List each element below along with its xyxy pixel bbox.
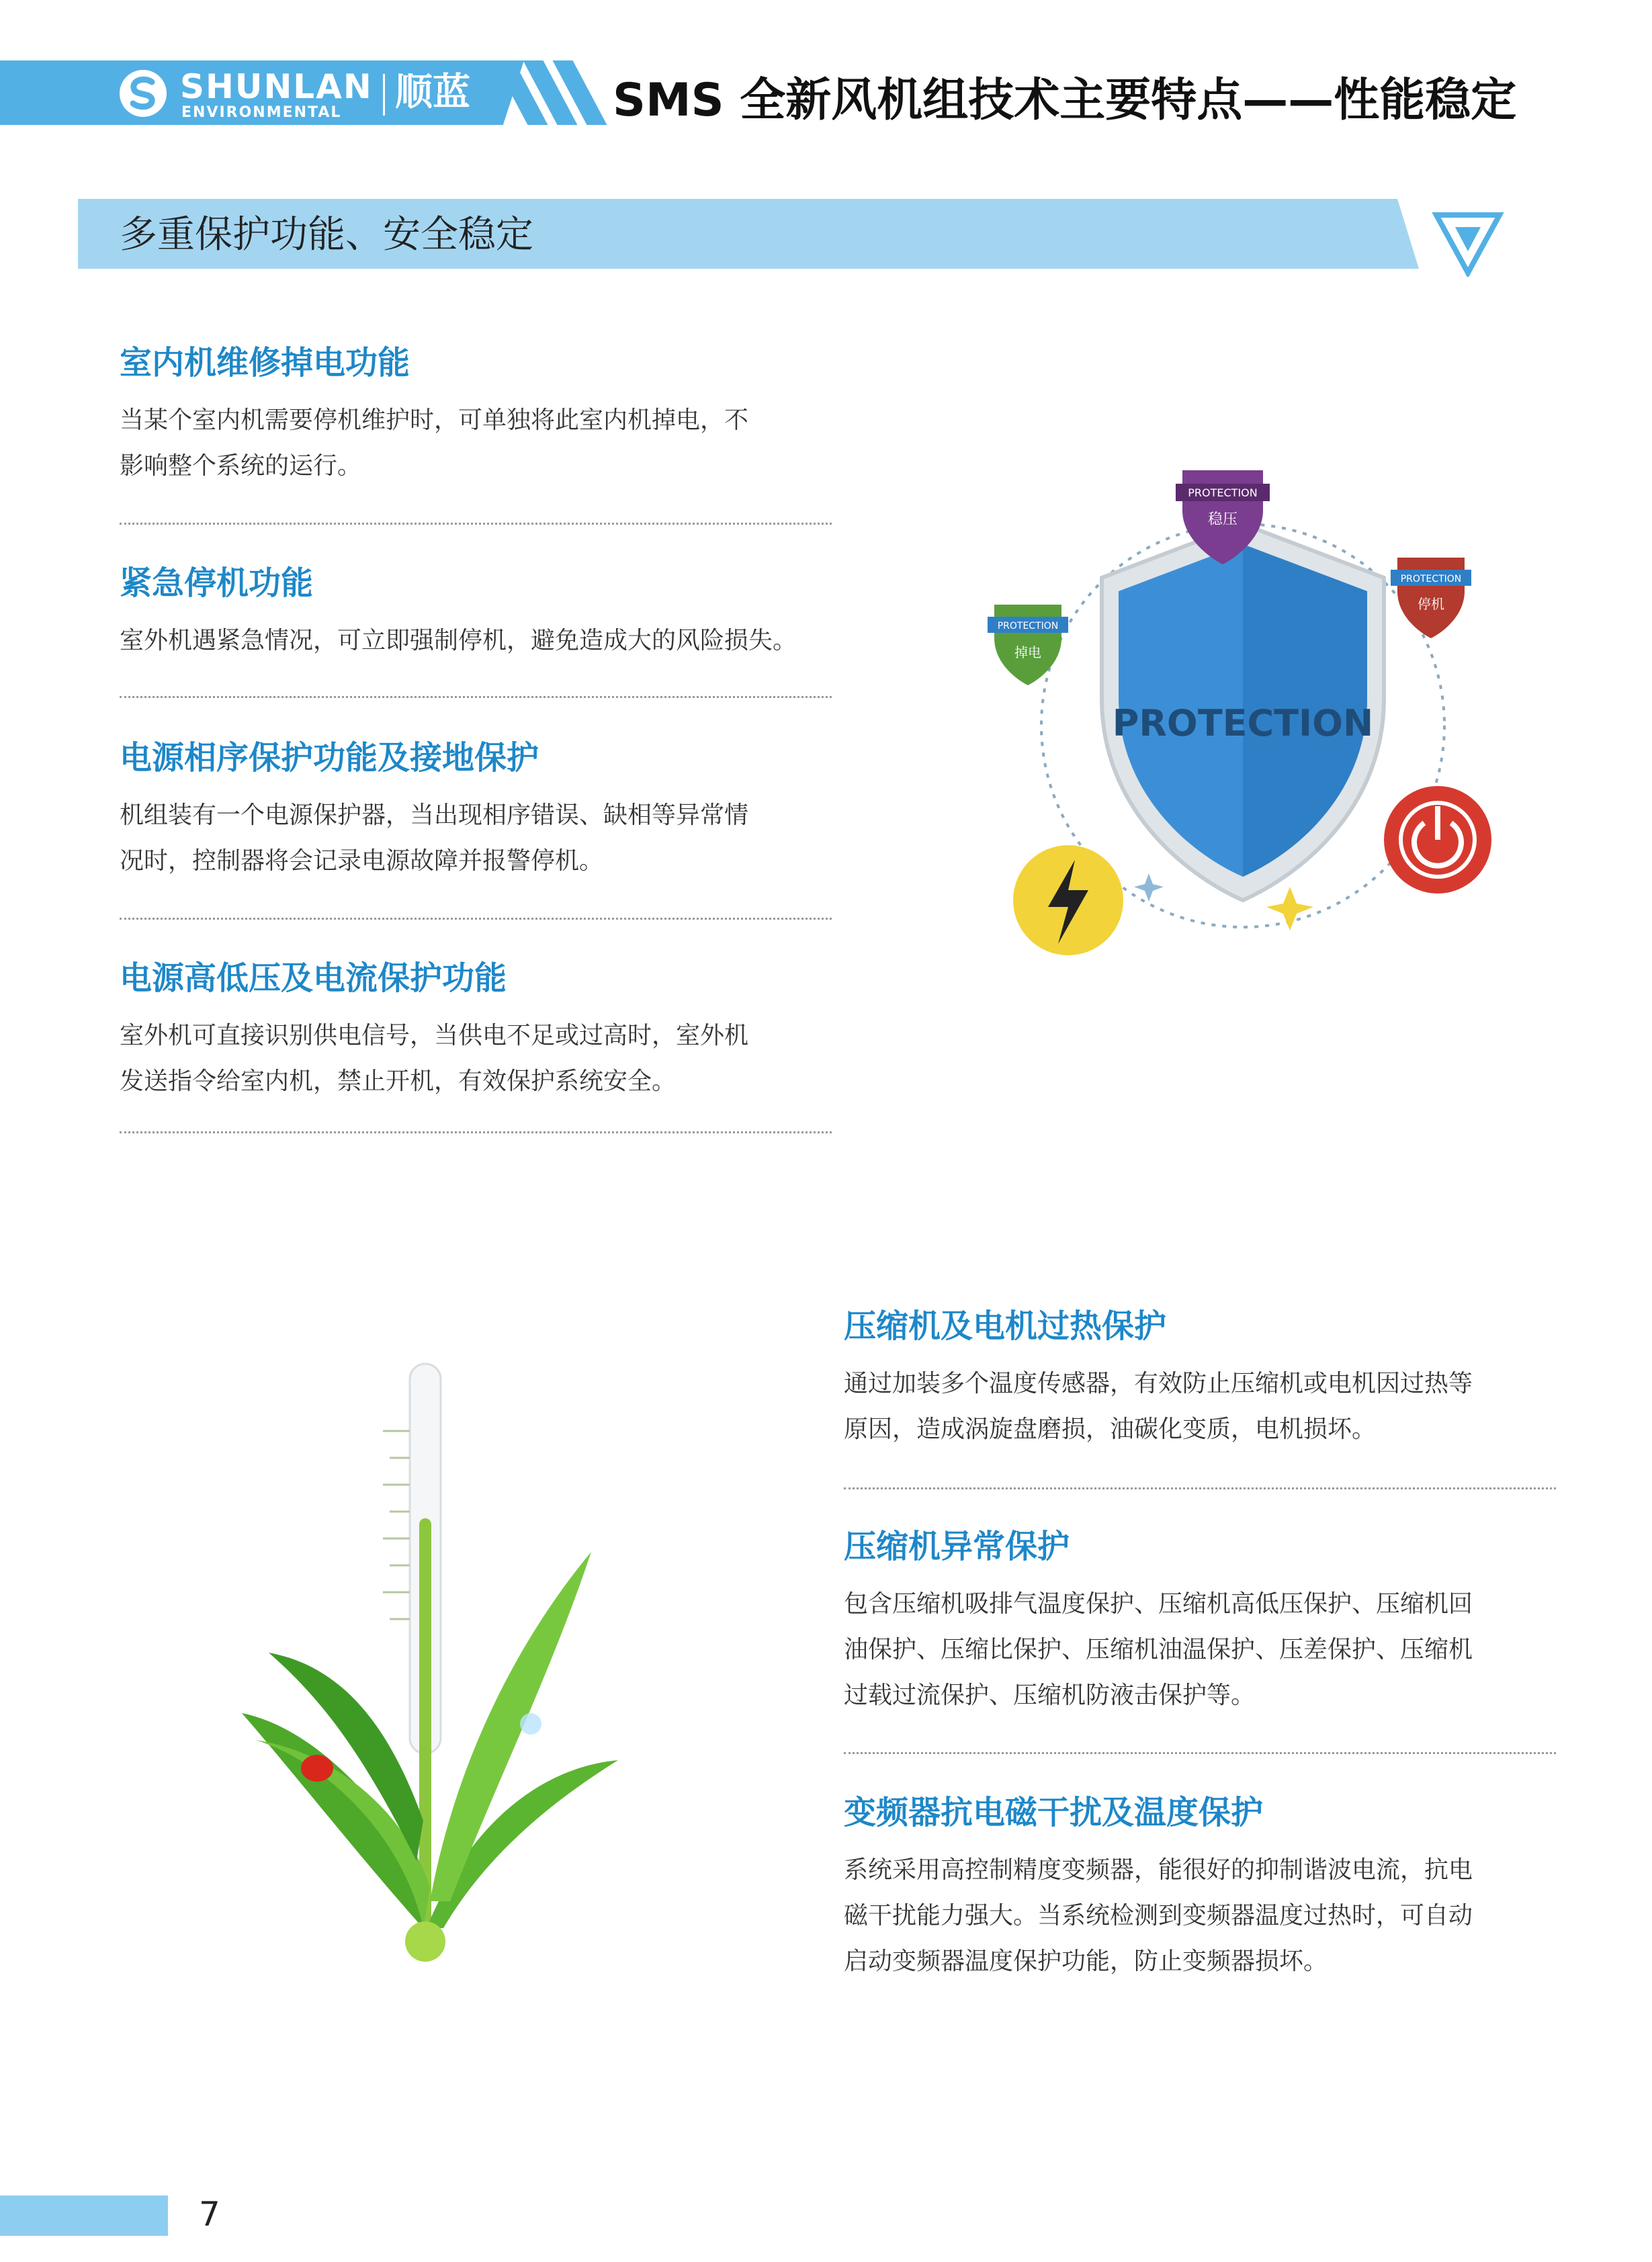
svg-text:掉电: 掉电 xyxy=(1014,644,1041,660)
footer-bar xyxy=(0,2195,168,2236)
feature-desc: 室外机遇紧急情况，可立即强制停机，避免造成大的风险损失。 xyxy=(120,627,797,654)
logo-icon xyxy=(118,69,168,118)
plant-thermometer-illustration xyxy=(188,1350,658,1968)
feature-title: 压缩机异常保护 xyxy=(844,1528,1070,1565)
feature-inverter-emi xyxy=(844,1792,1556,1985)
divider xyxy=(120,918,832,920)
water-drop-icon xyxy=(520,1713,541,1735)
svg-text:稳压: 稳压 xyxy=(1207,511,1238,528)
feature-title: 电源相序保护功能及接地保护 xyxy=(120,739,539,777)
svg-text:停机: 停机 xyxy=(1418,596,1444,612)
divider xyxy=(844,1752,1556,1754)
badge-power-off-icon xyxy=(988,605,1068,685)
logo-brand: SHUNLAN xyxy=(180,67,373,106)
sparkle-icon xyxy=(1134,873,1164,902)
chevron-down-icon xyxy=(1431,210,1505,277)
feature-emergency-stop xyxy=(120,563,832,664)
svg-text:PROTECTION: PROTECTION xyxy=(1400,574,1462,584)
feature-phase-sequence xyxy=(120,738,832,884)
feature-title: 紧急停机功能 xyxy=(120,564,314,602)
svg-text:PROTECTION: PROTECTION xyxy=(1188,486,1258,499)
feature-desc: 系统采用高控制精度变频器，能很好的抑制谐波电流，抗电 磁干扰能力强大。当系统检测到变频器温度过热时，可自动 启动变频器温度保护功能，防止变频器损坏。 xyxy=(844,1856,1473,1975)
divider xyxy=(120,1131,832,1133)
feature-compressor-abnormal xyxy=(844,1526,1556,1719)
feature-desc: 机组装有一个电源保护器，当出现相序错误、缺相等异常情 况时，控制器将会记录电源故障并报警停机。 xyxy=(120,801,749,875)
feature-title: 压缩机及电机过热保护 xyxy=(844,1307,1167,1345)
divider xyxy=(120,696,832,698)
feature-indoor-power-off xyxy=(120,343,832,489)
power-button-icon xyxy=(1384,786,1491,894)
feature-desc: 当某个室内机需要停机维护时，可单独将此室内机掉电，不 影响整个系统的运行。 xyxy=(120,406,749,480)
feature-desc: 室外机可直接识别供电信号，当供电不足或过高时，室外机 发送指令给室内机，禁止开机，有效保护系统安全。 xyxy=(120,1022,749,1095)
logo-subtitle: ENVIRONMENTAL xyxy=(181,104,342,121)
ladybug-icon xyxy=(301,1755,333,1782)
section-title: 多重保护功能、安全稳定 xyxy=(120,213,533,257)
divider xyxy=(844,1487,1556,1489)
feature-desc: 通过加装多个温度传感器，有效防止压缩机或电机因过热等 原因，造成涡旋盘磨损，油碳化变质，电机损坏。 xyxy=(844,1370,1473,1443)
feature-voltage-current xyxy=(120,958,832,1104)
shield-text: PROTECTION xyxy=(1112,702,1374,744)
feature-overheat-protection xyxy=(844,1306,1556,1452)
feature-title: 室内机维修掉电功能 xyxy=(120,344,410,382)
protection-shield-illustration xyxy=(981,457,1505,981)
logo-separator xyxy=(383,74,385,116)
lightning-icon xyxy=(1013,845,1123,955)
feature-title: 电源高低压及电流保护功能 xyxy=(120,959,507,997)
svg-text:PROTECTION: PROTECTION xyxy=(997,621,1059,632)
page-title: SMS 全新风机组技术主要特点——性能稳定 xyxy=(613,74,1517,127)
feature-title: 变频器抗电磁干扰及温度保护 xyxy=(844,1794,1264,1831)
feature-desc: 包含压缩机吸排气温度保护、压缩机高低压保护、压缩机回 油保护、压缩比保护、压缩机油温保护、压差保护、压缩机 过载过流保护、压缩机防液击保护等。 xyxy=(844,1590,1473,1709)
badge-stop-icon xyxy=(1391,558,1471,638)
divider xyxy=(120,523,832,525)
sparkle-icon xyxy=(1266,887,1313,930)
page-number: 7 xyxy=(199,2195,220,2234)
logo-chinese-name: 顺蓝 xyxy=(395,71,470,114)
